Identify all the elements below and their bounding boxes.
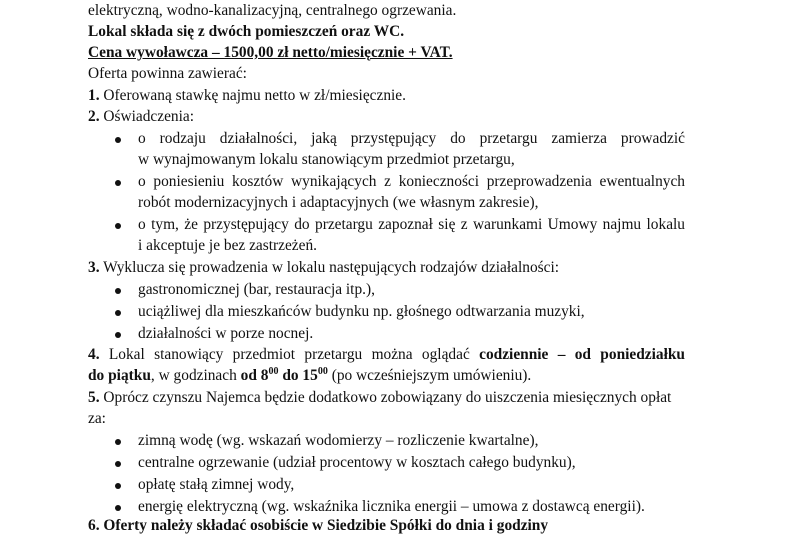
- item-4-hour-from-sup: 00: [268, 365, 279, 377]
- item-2-bullet-3-line-2: i akceptuje je bez zastrzeżeń.: [138, 237, 318, 254]
- bullet-icon: [115, 288, 121, 294]
- bullet-icon: [115, 180, 121, 186]
- item-3-number: 3.: [88, 259, 100, 276]
- item-4-hour-to: [282, 367, 328, 384]
- item-2-bullet-1-line-2: w wynajmowanym lokalu stanowiącym przedmiot przetargu,: [138, 151, 515, 168]
- item-4-days: codziennie – od poniedziałku: [479, 346, 685, 363]
- item-3-text: Wyklucza się prowadzenia w lokalu następujących rodzajów działalności:: [103, 259, 560, 276]
- item-2-bullet-3-line-1: o tym, że przystępujący do przetargu zapoznał się z warunkami Umowy najmu lokalu: [138, 216, 685, 233]
- item-3-bullet-2: uciążliwej dla mieszkańców budynku np. głośnego odtwarzania muzyki,: [138, 303, 585, 320]
- rooms-line: Lokal składa się z dwóch pomieszczeń oraz WC.: [88, 23, 405, 40]
- item-1-number: 1.: [88, 87, 100, 104]
- item-5-bullet-3: opłatę stałą zimnej wody,: [138, 476, 295, 493]
- offer-should-line: Oferta powinna zawierać:: [88, 65, 247, 82]
- item-5-bullet-1: zimną wodę (wg. wskazań wodomierzy – rozliczenie kwartalne),: [138, 432, 539, 449]
- bullet-icon: [115, 505, 121, 511]
- item-5-bullet-2: centralne ogrzewanie (udział procentowy w kosztach całego budynku),: [138, 454, 576, 471]
- item-4-text-g: (po wcześniejszym umówieniu).: [331, 367, 532, 384]
- bullet-icon: [115, 461, 121, 467]
- bullet-icon: [115, 223, 121, 229]
- item-4-number: 4.: [88, 346, 100, 363]
- bullet-icon: [115, 332, 121, 338]
- item-1: [88, 86, 406, 106]
- item-1-text: Oferowaną stawkę najmu netto w zł/miesięcznie.: [103, 87, 406, 104]
- item-3-bullet-1: gastronomicznej (bar, restauracja itp.),: [138, 281, 375, 298]
- item-4-hour-from-text: od 8: [240, 367, 269, 384]
- item-4-hour-to-sup: 00: [317, 365, 328, 377]
- bullet-icon: [115, 439, 121, 445]
- item-4-line-2: [88, 366, 531, 386]
- bullet-icon: [115, 310, 121, 316]
- item-5-number: 5.: [88, 389, 100, 406]
- item-6-cutoff: 6. Oferty należy składać osobiście w Siedzibie Spółki do dnia i godziny: [88, 517, 549, 534]
- item-4-line-1: [88, 345, 685, 365]
- item-3-bullet-3: działalności w porze nocnej.: [138, 325, 314, 342]
- item-4-hour-to-text: do 15: [282, 367, 318, 384]
- item-5-bullet-4: energię elektryczną (wg. wskaźnika licznika energii – umowa z dostawcą energii).: [138, 498, 645, 515]
- item-2-label: Oświadczenia:: [103, 108, 194, 125]
- bullet-icon: [115, 137, 121, 143]
- item-4-text-a: Lokal stanowiący przedmiot przetargu można oglądać: [108, 346, 470, 363]
- item-2-bullet-1-line-1: o rodzaju działalności, jaką przystępujący do przetargu zamierza prowadzić: [138, 130, 685, 147]
- item-2: [88, 107, 194, 127]
- price-line: Cena wywoławcza – 1500,00 zł netto/miesięcznie + VAT.: [88, 44, 453, 61]
- item-4-text-d: , w godzinach: [150, 367, 237, 384]
- item-3: [88, 258, 559, 278]
- item-5-line-2: za:: [88, 410, 106, 427]
- item-5-line-1: [88, 388, 671, 408]
- item-4-hour-from: [241, 367, 279, 384]
- item-4-days-end: do piątku: [88, 367, 151, 384]
- bullet-icon: [115, 483, 121, 489]
- item-2-bullet-2-line-1: o poniesieniu kosztów wynikających z konieczności przeprowadzenia ewentualnych: [138, 173, 685, 190]
- intro-line: elektryczną, wodno-kanalizacyjną, centralnego ogrzewania.: [88, 2, 457, 19]
- item-2-bullet-2-line-2: robót modernizacyjnych i adaptacyjnych (we własnym zakresie),: [138, 194, 539, 211]
- item-5-text: Oprócz czynszu Najemca będzie dodatkowo zobowiązany do uiszczenia miesięcznych opłat: [103, 389, 672, 406]
- item-2-number: 2.: [88, 108, 100, 125]
